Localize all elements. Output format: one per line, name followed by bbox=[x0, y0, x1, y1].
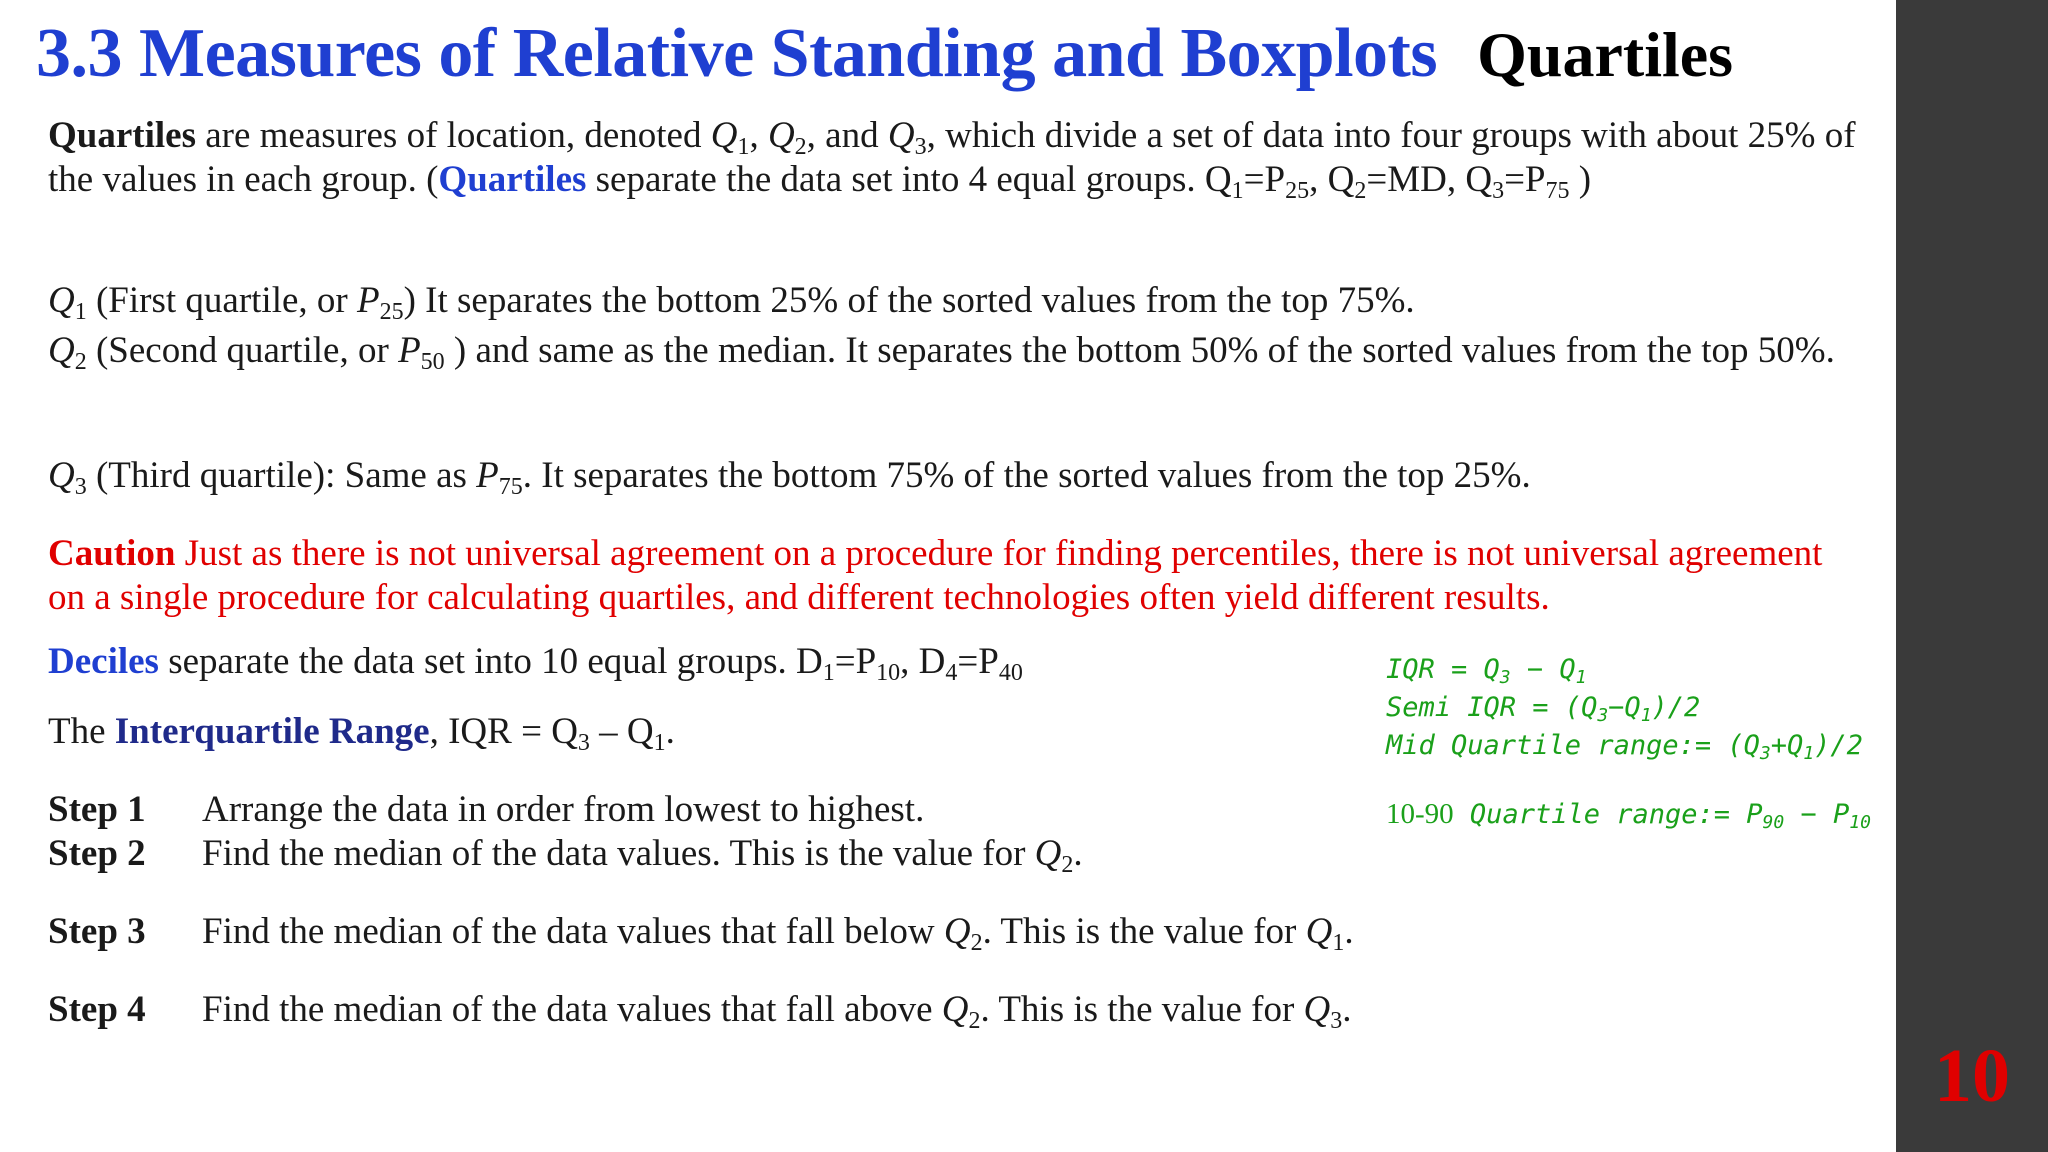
p-symbol: P bbox=[357, 280, 380, 321]
text: Mid Quartile range:= (Q bbox=[1386, 730, 1760, 761]
text: , D bbox=[900, 641, 946, 682]
step-label: Step 4 bbox=[48, 989, 146, 1030]
step-2 bbox=[48, 832, 1083, 876]
step-label: Step 2 bbox=[48, 833, 146, 874]
text: . bbox=[1344, 911, 1354, 952]
q-symbol: Q bbox=[943, 911, 971, 952]
sub: 3 bbox=[74, 474, 87, 500]
sub: 2 bbox=[794, 134, 807, 160]
sub: 3 bbox=[1492, 178, 1505, 204]
text: (First quartile, or bbox=[86, 280, 357, 321]
sub: 2 bbox=[1061, 852, 1074, 878]
text: . This is the value for bbox=[982, 911, 1306, 952]
sub: 40 bbox=[998, 660, 1023, 686]
text: +Q bbox=[1770, 730, 1804, 761]
text: – Q bbox=[589, 711, 654, 752]
sub: 3 bbox=[914, 134, 927, 160]
step-text: Find the median of the data values. This is the value for bbox=[202, 833, 1035, 874]
text: ) It separates the bottom 25% of the sorted values from the top 75%. bbox=[403, 280, 1415, 321]
text: 10-90 bbox=[1386, 798, 1454, 830]
q1-definition bbox=[48, 279, 1868, 323]
intro-paragraph bbox=[48, 114, 1868, 202]
text: =P bbox=[1504, 159, 1546, 200]
text: =P bbox=[834, 641, 877, 682]
text: ) bbox=[1569, 159, 1592, 200]
sub: 3 bbox=[1597, 705, 1609, 726]
q-symbol: Q bbox=[1303, 989, 1331, 1030]
term-quartiles: Quartiles bbox=[48, 115, 196, 156]
text: separate the data set into 10 equal groups. D bbox=[158, 641, 823, 682]
text: (Third quartile): Same as bbox=[86, 455, 477, 496]
text: , which divide a set of data into four groups with about 25% of the values in each group. ( bbox=[48, 115, 1856, 200]
step-text: Find the median of the data values that fall below bbox=[202, 911, 944, 952]
sub: 75 bbox=[498, 474, 523, 500]
caution-label: Caution bbox=[48, 533, 176, 574]
sub: 90 bbox=[1762, 812, 1785, 833]
step-label: Step 1 bbox=[48, 789, 146, 830]
formula-iqr bbox=[1386, 652, 1587, 688]
q-symbol: Q bbox=[48, 330, 75, 371]
q1-symbol: Q bbox=[710, 115, 738, 156]
sub: 3 bbox=[1499, 667, 1511, 688]
sub: 1 bbox=[653, 730, 666, 756]
sub: 1 bbox=[1575, 667, 1587, 688]
sub: 75 bbox=[1545, 178, 1570, 204]
sub: 1 bbox=[1332, 930, 1345, 956]
step-4 bbox=[48, 988, 1352, 1032]
step-3 bbox=[48, 910, 1354, 954]
text: , Q bbox=[1309, 159, 1355, 200]
step-label: Step 3 bbox=[48, 911, 146, 952]
title-sub: Quartiles bbox=[1477, 19, 1734, 90]
page-number: 10 bbox=[1934, 1034, 2010, 1118]
q2-definition bbox=[48, 330, 1868, 375]
text: . bbox=[1342, 989, 1352, 1030]
text: Semi IQR = (Q bbox=[1386, 692, 1598, 723]
formula-mid-quartile-range bbox=[1386, 728, 1863, 764]
p-symbol: P bbox=[398, 330, 421, 371]
text: =P bbox=[957, 641, 999, 682]
sub: 3 bbox=[577, 730, 590, 756]
q3-definition bbox=[48, 454, 1868, 498]
q-symbol: Q bbox=[1034, 833, 1062, 874]
formula-10-90-range bbox=[1386, 796, 1871, 833]
sub: 1 bbox=[822, 660, 835, 686]
caution-paragraph bbox=[48, 532, 1868, 620]
text: IQR = Q bbox=[1386, 654, 1500, 685]
sub: 1 bbox=[1231, 178, 1244, 204]
q2-symbol: Q bbox=[767, 115, 795, 156]
sub: 2 bbox=[1354, 178, 1367, 204]
sub: 3 bbox=[1330, 1008, 1343, 1034]
text: are measures of location, denoted bbox=[195, 115, 711, 156]
text: . It separates the bottom 75% of the sorted values from the top 25%. bbox=[522, 455, 1531, 496]
sub: 1 bbox=[1803, 743, 1815, 764]
text: (Second quartile, or bbox=[86, 330, 399, 371]
term-deciles: Deciles bbox=[48, 641, 159, 682]
term-interquartile-range: Interquartile Range bbox=[114, 711, 430, 752]
q3-symbol: Q bbox=[887, 115, 915, 156]
text: , and bbox=[806, 115, 888, 156]
text: ) and same as the median. It separates the bottom 50% of the sorted values from the top 50%. bbox=[444, 330, 1835, 371]
text: )/2 bbox=[1814, 730, 1863, 761]
step-text: Arrange the data in order from lowest to highest. bbox=[202, 789, 925, 830]
text: . bbox=[1073, 833, 1083, 874]
text: −Q bbox=[1608, 692, 1641, 723]
title-main: 3.3 Measures of Relative Standing and Boxplots bbox=[36, 15, 1438, 92]
text: =MD, Q bbox=[1366, 159, 1493, 200]
slide-title bbox=[36, 14, 1733, 94]
iqr-line bbox=[48, 710, 1368, 754]
sub: 10 bbox=[876, 660, 901, 686]
text: − P bbox=[1784, 799, 1850, 830]
sub: 25 bbox=[1285, 178, 1310, 204]
text: Quartile range:= P bbox=[1453, 799, 1763, 830]
q-symbol: Q bbox=[48, 455, 75, 496]
sub: 3 bbox=[1759, 743, 1771, 764]
sub: 2 bbox=[968, 1008, 981, 1034]
formula-semi-iqr bbox=[1386, 690, 1700, 726]
caution-text: Just as there is not universal agreement on a procedure for finding percentiles, there is not universal agreement on a single procedure for calculating quartiles, and different technologies often yield different results. bbox=[48, 533, 1823, 618]
right-sidebar bbox=[1896, 0, 2048, 1152]
text: )/2 bbox=[1651, 692, 1701, 723]
text: separate the data set into 4 equal groups. Q bbox=[586, 159, 1232, 200]
sub: 1 bbox=[737, 134, 750, 160]
sub: 2 bbox=[74, 349, 87, 375]
term-quartiles-blue: Quartiles bbox=[438, 159, 587, 200]
q-symbol: Q bbox=[941, 989, 969, 1030]
text: − Q bbox=[1510, 654, 1576, 685]
text: . bbox=[665, 711, 675, 752]
text: , IQR = Q bbox=[429, 711, 578, 752]
text: The bbox=[48, 711, 115, 752]
q-symbol: Q bbox=[1305, 911, 1333, 952]
sub: 1 bbox=[74, 299, 87, 325]
sub: 2 bbox=[970, 930, 983, 956]
step-text: Find the median of the data values that fall above bbox=[202, 989, 942, 1030]
sub: 25 bbox=[379, 299, 404, 325]
sub: 1 bbox=[1640, 705, 1652, 726]
text: , bbox=[749, 115, 768, 156]
sub: 10 bbox=[1849, 812, 1871, 833]
sub: 50 bbox=[420, 349, 445, 375]
sub: 4 bbox=[945, 660, 958, 686]
q-symbol: Q bbox=[48, 280, 75, 321]
step-1 bbox=[48, 788, 924, 832]
p-symbol: P bbox=[476, 455, 499, 496]
deciles-line bbox=[48, 640, 1368, 684]
text: . This is the value for bbox=[980, 989, 1304, 1030]
text: =P bbox=[1243, 159, 1286, 200]
